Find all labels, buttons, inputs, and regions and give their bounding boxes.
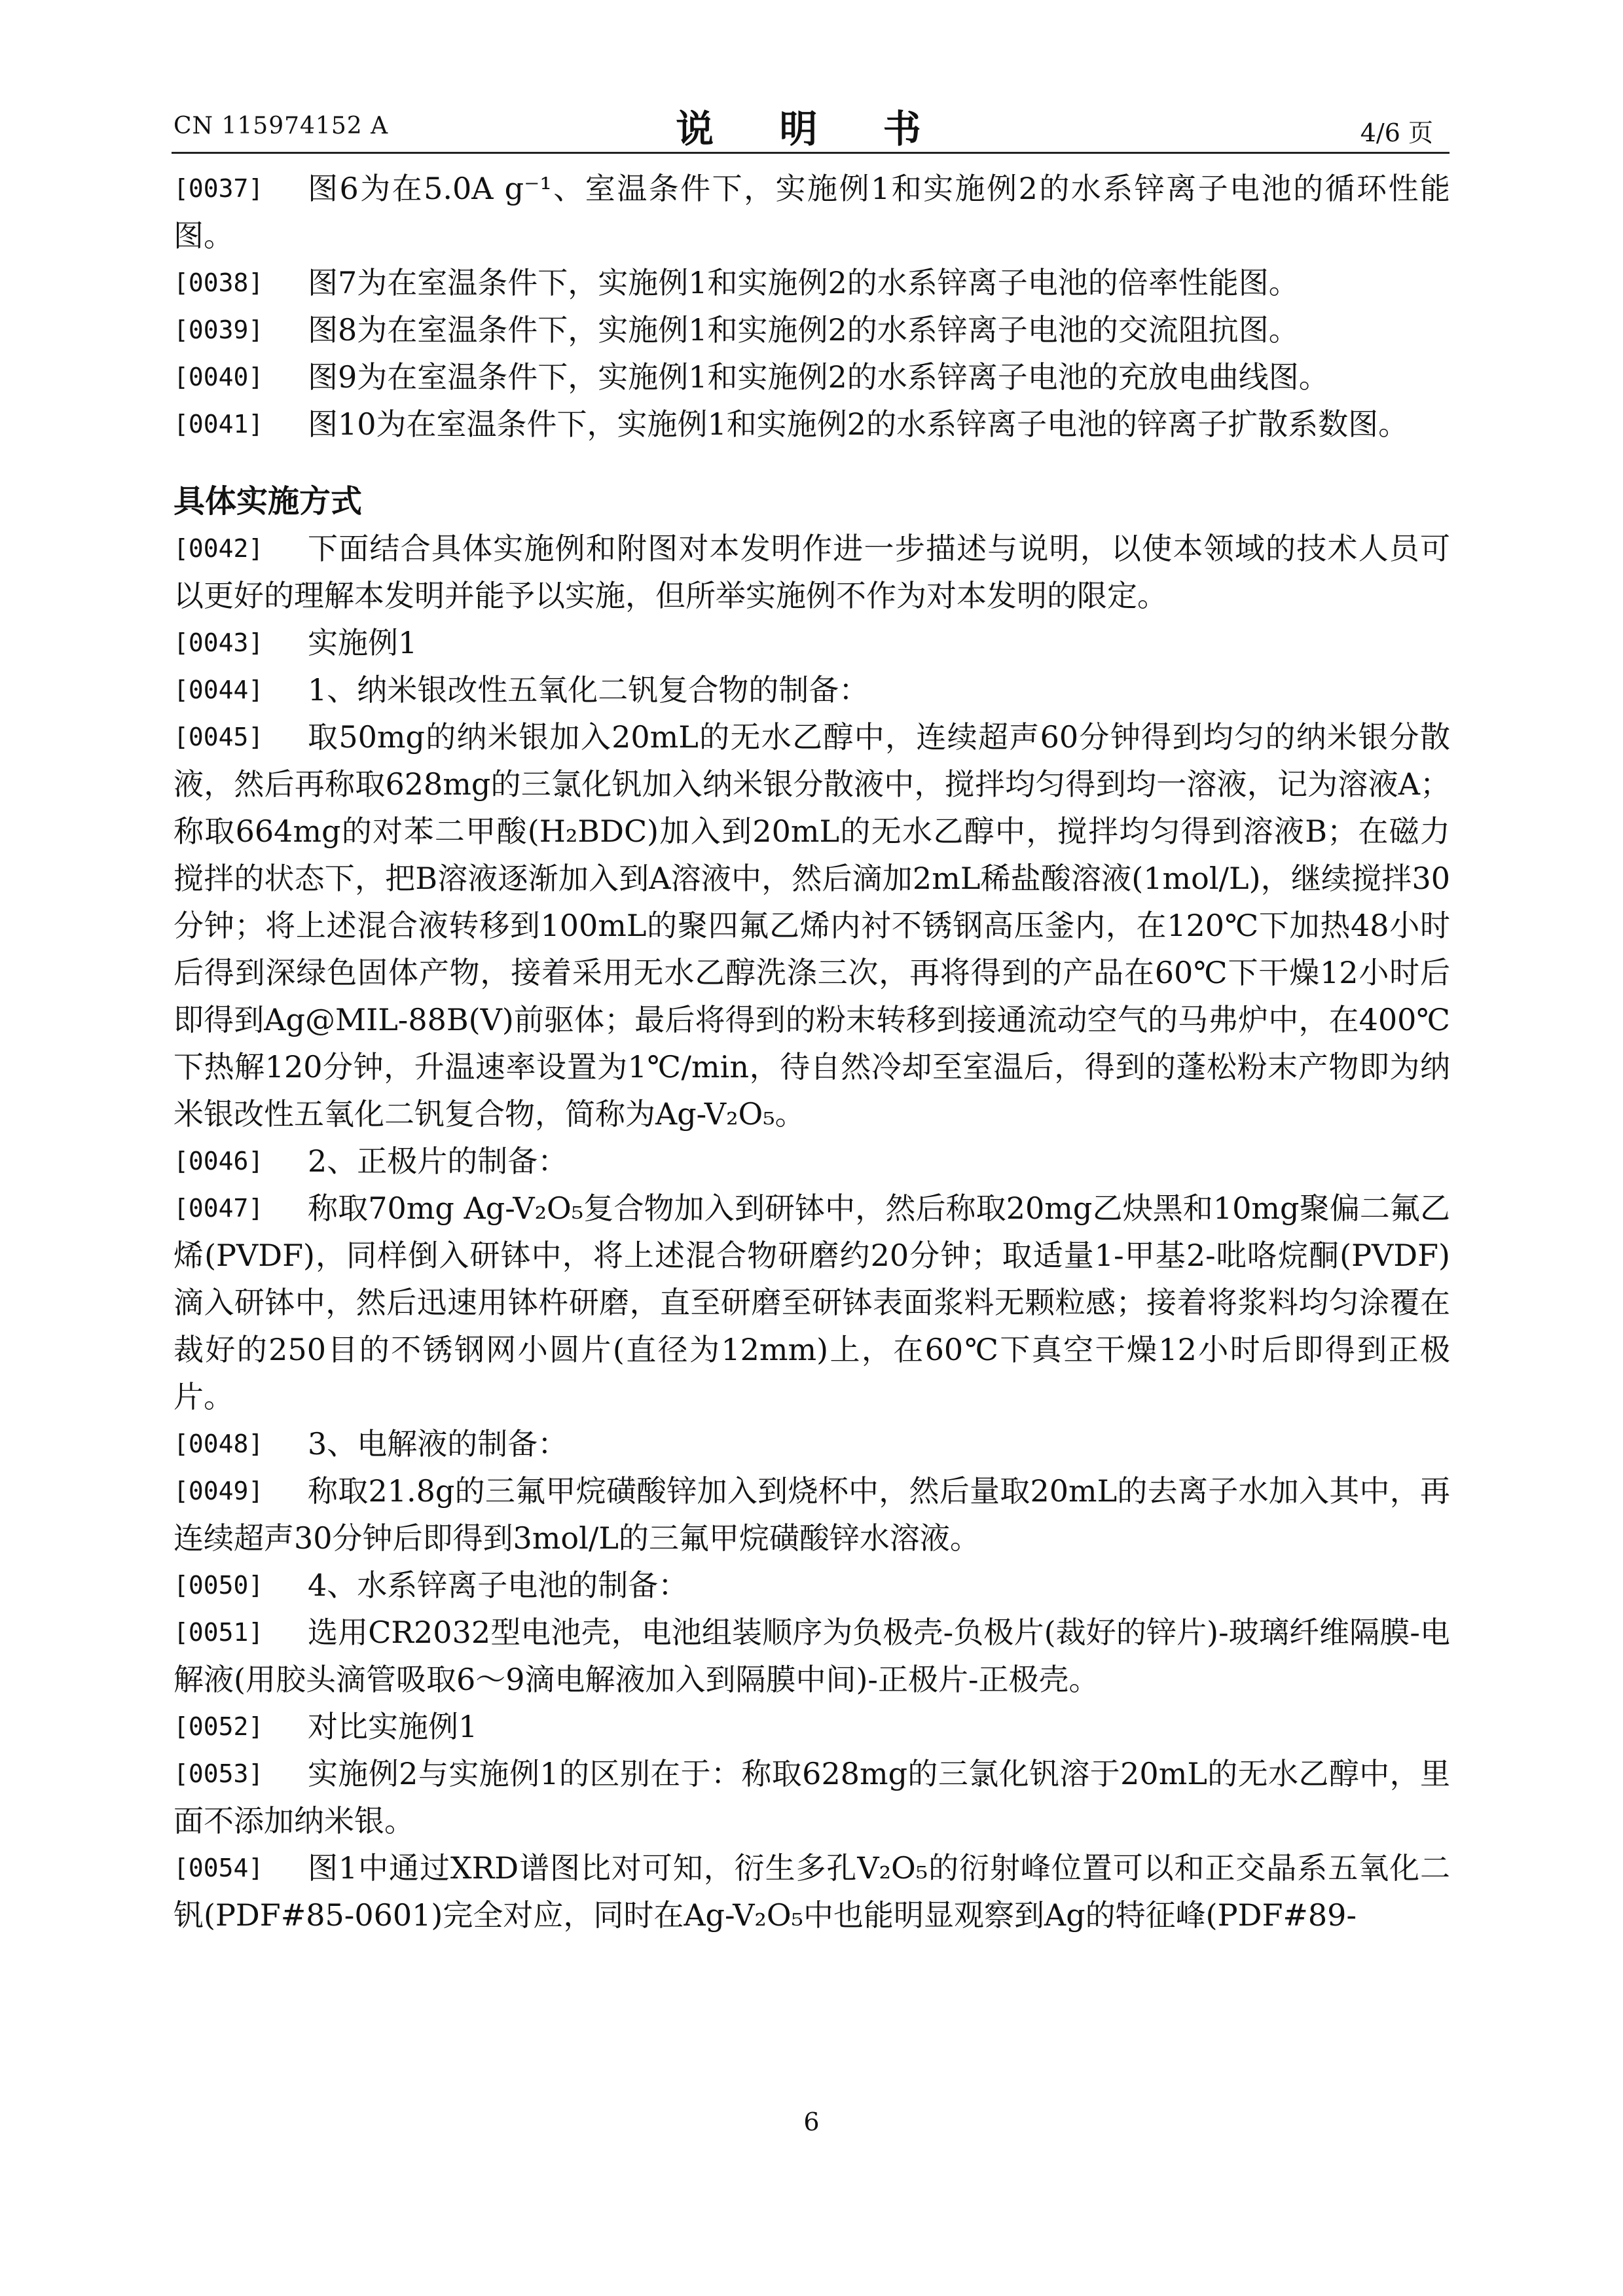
- paragraph-tag: [0041]: [173, 410, 264, 439]
- paragraph-text: 取50mg的纳米银加入20mL的无水乙醇中，连续超声60分钟得到均匀的纳米银分散液，然后再称取628mg的三氯化钒加入纳米银分散液中，搅拌均匀得到均一溶液，记为溶液A；称取664mg的对苯二甲酸(H₂BDC)加入到20mL的无水乙醇中，搅拌均匀得到溶液B；在磁力搅拌的状态下，把B溶液逐渐加入到A溶液中，然后滴加2mL稀盐酸溶液(1mol/L)，继续搅拌30分钟；将上述混合液转移到100mL的聚四氟乙烯内衬不锈钢高压釜内，在120℃下加热48小时后得到深绿色固体产物，接着采用无水乙醇洗涤三次，再将得到的产品在60℃下干燥12小时后即得到Ag@MIL-88B(V)前驱体；最后将得到的粉末转移到接通流动空气的马弗炉中，在400℃下热解120分钟，升温速率设置为1℃/min，待自然冷却至室温后，得到的蓬松粉末产物即为纳米银改性五氧化二钒复合物，简称为Ag-V₂O₅。: [173, 719, 1450, 1132]
- paragraph-text: 称取70mg Ag-V₂O₅复合物加入到研钵中，然后称取20mg乙炔黑和10mg聚偏二氟乙烯(PVDF)，同样倒入研钵中，将上述混合物研磨约20分钟；取适量1-甲基2-吡咯烷酮(PVDF)滴入研钵中，然后迅速用钵杵研磨，直至研磨至研钵表面浆料无颗粒感；接着将浆料均匀涂覆在裁好的250目的不锈钢网小圆片(直径为12mm)上，在60℃下真空干燥12小时后即得到正极片。: [173, 1191, 1450, 1414]
- paragraph-text: 1、纳米银改性五氧化二钒复合物的制备：: [308, 672, 869, 708]
- paragraph-tag: [0054]: [173, 1854, 264, 1882]
- paragraph-text: 2、正极片的制备：: [308, 1143, 568, 1179]
- paragraph: [173, 353, 1450, 401]
- doc-number: CN 115974152 A: [173, 113, 389, 139]
- paragraph: [173, 1420, 1450, 1467]
- paragraph: [173, 666, 1450, 713]
- paragraph: [173, 1138, 1450, 1185]
- paragraph: [173, 1185, 1450, 1420]
- paragraph-tag: [0046]: [173, 1147, 264, 1175]
- paragraph-tag: [0038]: [173, 268, 264, 297]
- paragraph-tag: [0052]: [173, 1712, 264, 1741]
- section-spacer: [173, 448, 1450, 478]
- paragraph: [173, 1844, 1450, 1939]
- paragraph-text: 图9为在室温条件下，实施例1和实施例2的水系锌离子电池的充放电曲线图。: [308, 359, 1329, 395]
- paragraph-text: 称取21.8g的三氟甲烷磺酸锌加入到烧杯中，然后量取20mL的去离子水加入其中，再连续超声30分钟后即得到3mol/L的三氟甲烷磺酸锌水溶液。: [173, 1473, 1450, 1556]
- section-heading: 具体实施方式: [173, 483, 363, 520]
- paragraph-text: 选用CR2032型电池壳，电池组装顺序为负极壳-负极片(裁好的锌片)-玻璃纤维隔膜-电解液(用胶头滴管吸取6～9滴电解液加入到隔膜中间)-正极片-正极壳。: [173, 1615, 1450, 1697]
- paragraph: [173, 259, 1450, 306]
- paragraph-tag: [0048]: [173, 1429, 264, 1458]
- paragraph: [173, 1609, 1450, 1703]
- paragraph-tag: [0040]: [173, 363, 264, 391]
- paragraph-text: 实施例2与实施例1的区别在于：称取628mg的三氯化钒溶于20mL的无水乙醇中，里面不添加纳米银。: [173, 1756, 1450, 1839]
- paragraph-text: 4、水系锌离子电池的制备：: [308, 1568, 689, 1603]
- paragraph-tag: [0045]: [173, 723, 264, 751]
- paragraph-tag: [0043]: [173, 628, 264, 657]
- paragraph-tag: [0050]: [173, 1571, 264, 1600]
- paragraph-tag: [0044]: [173, 675, 264, 704]
- paragraph-text: 图7为在室温条件下，实施例1和实施例2的水系锌离子电池的倍率性能图。: [308, 265, 1299, 300]
- page-title: 说 明 书: [676, 107, 947, 151]
- paragraph-text: 图6为在5.0A g⁻¹、室温条件下，实施例1和实施例2的水系锌离子电池的循环性能图。: [173, 171, 1450, 253]
- paragraph-text: 3、电解液的制备：: [308, 1426, 568, 1462]
- page-number: 6: [803, 2108, 820, 2136]
- paragraph: [173, 525, 1450, 619]
- paragraph-tag: [0049]: [173, 1477, 264, 1505]
- paragraph: [173, 619, 1450, 666]
- paragraph-tag: [0039]: [173, 315, 264, 344]
- header-divider: [172, 152, 1450, 154]
- paragraph-tag: [0042]: [173, 534, 264, 563]
- paragraph-text: 下面结合具体实施例和附图对本发明作进一步描述与说明，以使本领域的技术人员可以更好的理解本发明并能予以实施，但所举实施例不作为对本发明的限定。: [173, 531, 1450, 613]
- paragraph-tag: [0053]: [173, 1759, 264, 1788]
- paragraph: [173, 401, 1450, 448]
- paragraph-text: 对比实施例1: [308, 1709, 478, 1744]
- paragraph: [173, 1467, 1450, 1562]
- paragraph: [173, 713, 1450, 1138]
- paragraph-text: 实施例1: [308, 625, 418, 660]
- paragraph-text: 图8为在室温条件下，实施例1和实施例2的水系锌离子电池的交流阻抗图。: [308, 312, 1299, 348]
- paragraph: [173, 1750, 1450, 1844]
- paragraph: [173, 165, 1450, 259]
- document-body: [173, 165, 1450, 1939]
- paragraph-tag: [0051]: [173, 1618, 264, 1647]
- paragraph: [173, 1703, 1450, 1750]
- page-of-indicator: 4/6 页: [1360, 118, 1433, 147]
- paragraph-tag: [0047]: [173, 1194, 264, 1223]
- paragraph-tag: [0037]: [173, 174, 264, 203]
- paragraph: [173, 1562, 1450, 1609]
- paragraph: [173, 306, 1450, 353]
- paragraph-text: 图1中通过XRD谱图比对可知，衍生多孔V₂O₅的衍射峰位置可以和正交晶系五氧化二钒(PDF#85-0601)完全对应，同时在Ag-V₂O₅中也能明显观察到Ag的特征峰(PDF#89-: [173, 1850, 1450, 1933]
- paragraph-text: 图10为在室温条件下，实施例1和实施例2的水系锌离子电池的锌离子扩散系数图。: [308, 406, 1409, 442]
